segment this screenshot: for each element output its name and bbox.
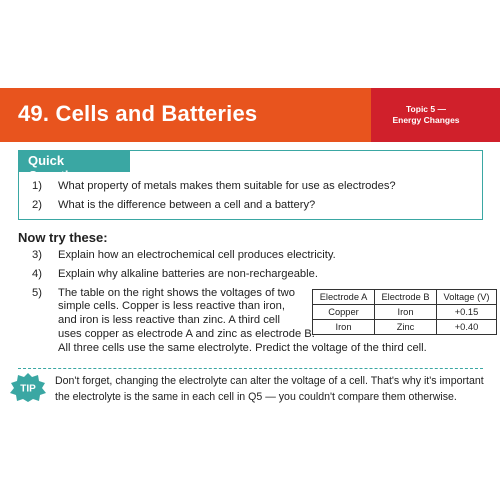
- question-text: What property of metals makes them suitable for use as electrodes?: [58, 180, 396, 192]
- column-header: Electrode A: [313, 290, 375, 305]
- column-header: Electrode B: [375, 290, 437, 305]
- page-title: 49. Cells and Batteries: [18, 101, 258, 126]
- topic-label: [371, 104, 481, 126]
- table-cell: Copper: [313, 305, 375, 320]
- question-number: 2): [32, 199, 42, 211]
- question-text: Explain why alkaline batteries are non-rechargeable.: [58, 268, 318, 280]
- topic-line-2: Energy Changes: [392, 115, 460, 125]
- question-number: 5): [32, 287, 42, 299]
- question-text: Explain how an electrochemical cell produces electricity.: [58, 249, 336, 261]
- question-5-line: simple cells. Copper is less reactive than iron,: [58, 300, 285, 312]
- voltage-table: [312, 289, 497, 335]
- now-try-heading: Now try these:: [18, 230, 108, 245]
- quick-questions-heading: Quick Questions: [18, 150, 130, 172]
- table-row: [313, 320, 497, 335]
- table-cell: Iron: [313, 320, 375, 335]
- topic-line-1: Topic 5 —: [406, 104, 446, 114]
- column-header: Voltage (V): [437, 290, 497, 305]
- question-1: [32, 180, 396, 192]
- question-2: [32, 199, 315, 211]
- tip-text-line: Don't forget, changing the electrolyte can alter the voltage of a cell. That's why it's important: [55, 375, 484, 387]
- tip-text-line: the electrolyte is the same in each cell in Q5 — you couldn't compare them otherwise.: [55, 391, 457, 403]
- question-number: 4): [32, 268, 42, 280]
- table-cell: +0.40: [437, 320, 497, 335]
- tip-badge-icon: [8, 372, 48, 402]
- question-number: 3): [32, 249, 42, 261]
- table-cell: +0.15: [437, 305, 497, 320]
- tip-badge-label: TIP: [20, 383, 36, 395]
- question-text: The table on the right shows the voltages of two: [58, 287, 295, 299]
- question-text: What is the difference between a cell and a battery?: [58, 199, 316, 211]
- table-cell: Zinc: [375, 320, 437, 335]
- table-cell: Iron: [375, 305, 437, 320]
- question-5-line: and iron is less reactive than zinc. A third cell: [58, 314, 280, 326]
- question-5-line: All three cells use the same electrolyte. Predict the voltage of the third cell.: [58, 342, 427, 354]
- table-row: [313, 305, 497, 320]
- question-number: 1): [32, 180, 42, 192]
- question-5-line: uses copper as electrode A and zinc as electrode B.: [58, 328, 315, 340]
- table-header-row: [313, 290, 497, 305]
- tip-divider: [18, 368, 483, 369]
